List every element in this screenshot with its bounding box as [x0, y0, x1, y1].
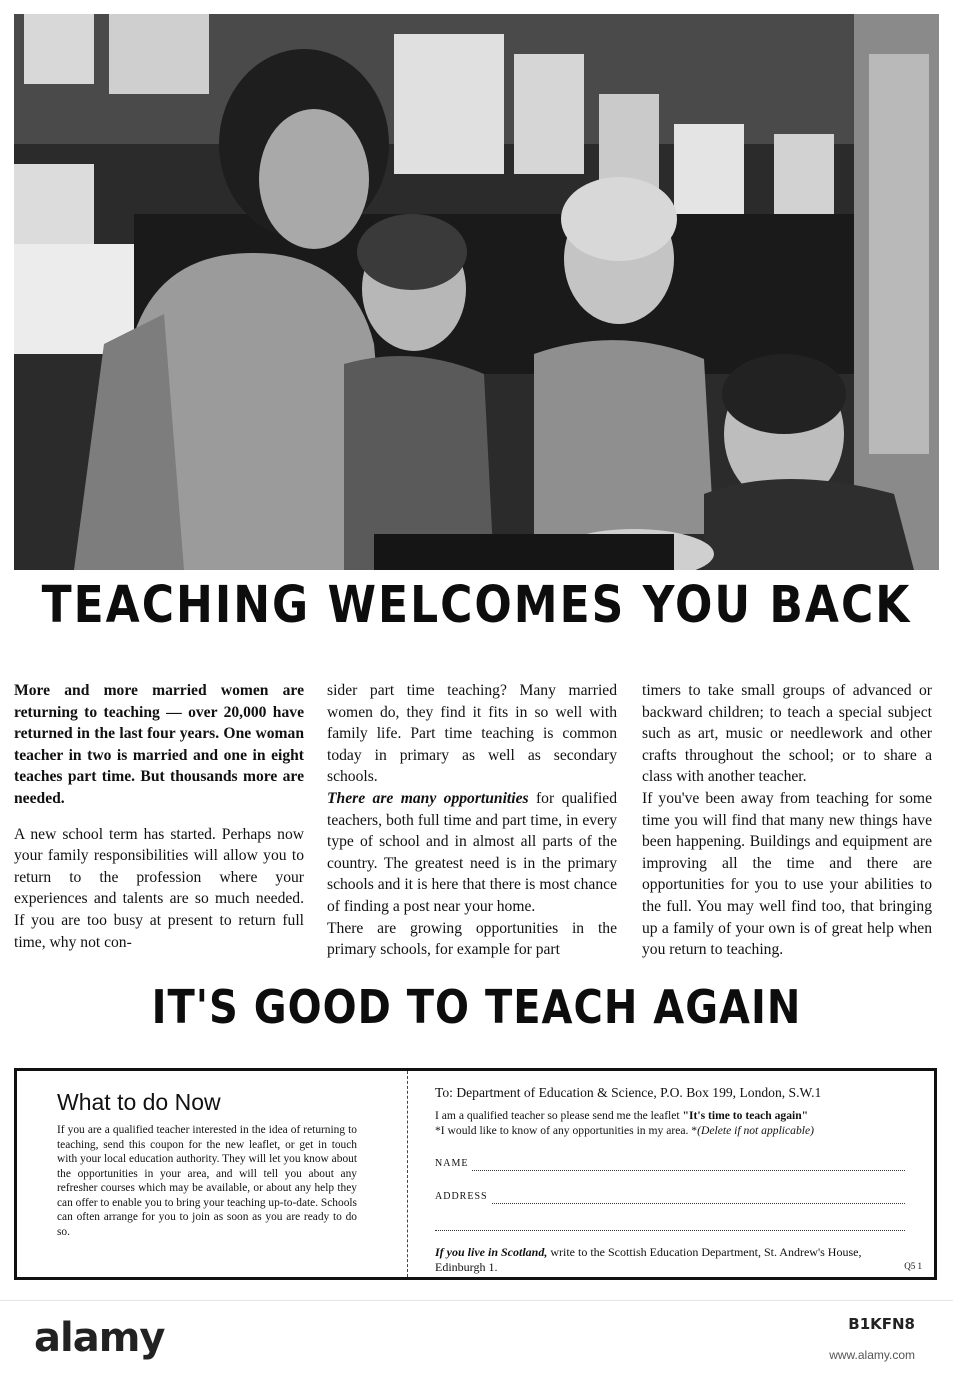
body-column-3 [642, 680, 932, 961]
classroom-photo-illustration [14, 14, 939, 570]
coupon-instructions: If you are a qualified teacher interested in the idea of returning to teaching, send this coupon for the new leaflet, or get in touch with your local education authority. They will let you know about the opportunities in your area, and will tell you about any refresher courses which may be available, or about any help they can offer to enable you to bring your teaching up-to-date. Schools can often arrange for you to join as soon as you are ready to do so. [57, 1124, 357, 1238]
address-blank[interactable] [492, 1193, 905, 1204]
emphasis-text: There are many opportunities [327, 789, 529, 807]
body-column-1 [14, 680, 304, 953]
classroom-photo [14, 14, 939, 570]
scotland-emphasis: If you live in Scotland, [435, 1245, 548, 1259]
opportunities-request-line [435, 1123, 905, 1138]
body-paragraph: sider part time teaching? Many married women do, they find it fits in so well with family life. Part time teaching is common today in primary as well as secondary schools. [327, 682, 617, 786]
body-paragraph: There are growing opportunities in the primary schools, for example for part [327, 919, 617, 959]
delete-note: (Delete if not applicable) [697, 1124, 814, 1137]
scotland-note [435, 1245, 905, 1275]
scotland-text: write to the Scottish Education Department, St. Andrew's House, Edinburgh 1. [435, 1245, 862, 1274]
body-paragraph-opportunities [327, 788, 617, 918]
leaflet-title: "It's time to teach again" [682, 1109, 809, 1122]
coupon-address-line: To: Department of Education & Science, P.O. Box 199, London, S.W.1 [435, 1085, 822, 1100]
image-id: B1KFN8 [848, 1315, 915, 1333]
headline: TEACHING WELCOMES YOU BACK [41, 576, 912, 635]
subheadline: IT'S GOOD TO TEACH AGAIN [151, 981, 802, 1035]
address-blank-line-2[interactable] [435, 1212, 905, 1231]
leaflet-request-text: I am a qualified teacher so please send me the leaflet [435, 1109, 683, 1122]
body-text: for qualified teachers, both full time and part time, in every type of school and in almost all parts of the country. The greatest need is in the primary schools and it is here that there is most chance of finding a post near your home. [327, 789, 618, 915]
coupon-title: What to do Now [57, 1089, 221, 1115]
body-paragraph: A new school term has started. Perhaps now your family responsibilities will allow you to return to the profession where your experiences and talents are so much needed. If you are too busy at present to return full time, why not con- [14, 825, 304, 951]
coupon-code: Q5 1 [904, 1261, 922, 1271]
footer-url: www.alamy.com [829, 1348, 915, 1362]
leaflet-request-line [435, 1108, 905, 1123]
coupon [14, 1068, 937, 1280]
coupon-divider [407, 1071, 408, 1277]
address-label: ADDRESS [435, 1191, 488, 1202]
name-blank[interactable] [472, 1160, 905, 1171]
opportunities-text: *I would like to know of any opportunities in my area. * [435, 1124, 698, 1137]
body-paragraph: If you've been away from teaching for some time you will find that many new things have been happening. Buildings and equipment are improving all the time and there are opportunities for you to use your abilities to the full. You may well find too, that bringing up a family of your own is of great help when you return to teaching. [642, 789, 932, 959]
name-field[interactable] [435, 1156, 905, 1171]
brand-logo: alamy [34, 1315, 165, 1361]
name-label: NAME [435, 1158, 469, 1169]
address-field[interactable] [435, 1189, 905, 1204]
body-paragraph: timers to take small groups of advanced or backward children; to teach a special subject such as art, music or needlework and other crafts throughout the school; or to share a class with another teacher. [642, 682, 932, 786]
lead-paragraph: More and more married women are returning to teaching — over 20,000 have returned in the last four years. One woman teacher in two is married and one in eight teaches part time. But thousands more are needed. [14, 682, 304, 807]
body-column-2 [327, 680, 617, 961]
coupon-form [435, 1085, 905, 1275]
